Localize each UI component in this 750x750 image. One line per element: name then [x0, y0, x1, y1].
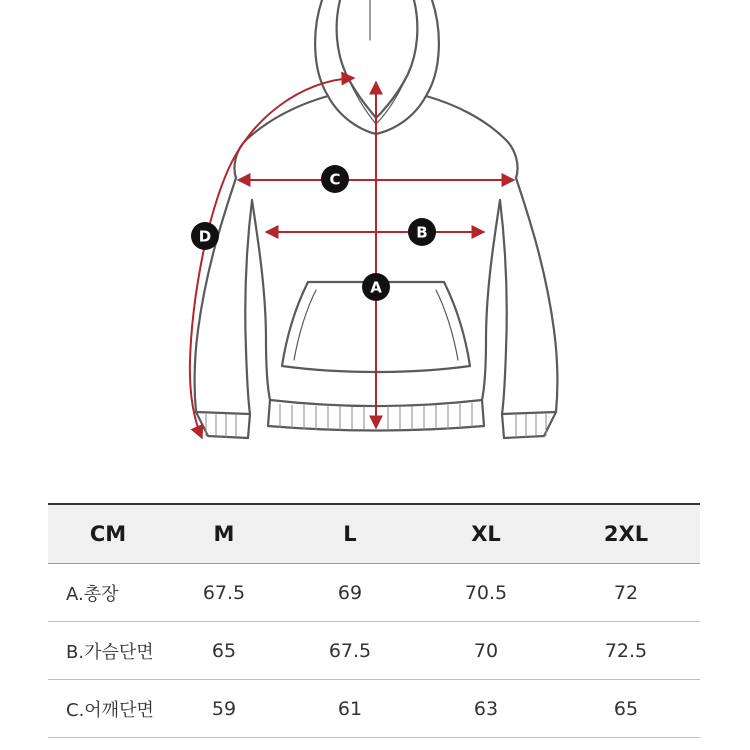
row-label: C.어깨단면	[48, 680, 168, 738]
row-label: A.총장	[48, 564, 168, 622]
table-cell: 70.5	[420, 564, 552, 622]
marker-d-label: D	[198, 227, 212, 246]
header-row	[48, 504, 700, 564]
header-size-2xl: 2XL	[552, 504, 700, 564]
header-unit: CM	[48, 504, 168, 564]
marker-b	[408, 218, 436, 246]
row-label: B.가슴단면	[48, 622, 168, 680]
marker-c	[321, 165, 349, 193]
table-row	[48, 622, 700, 680]
table-cell: 63	[420, 680, 552, 738]
table-cell: 59	[168, 680, 280, 738]
measure-line-d	[190, 78, 354, 438]
table-cell: 61	[280, 680, 420, 738]
table-cell: 72	[552, 564, 700, 622]
size-chart-table	[48, 503, 700, 738]
table-cell: 65	[552, 680, 700, 738]
marker-c-label: C	[329, 170, 341, 189]
header-size-xl: XL	[420, 504, 552, 564]
table-cell: 65	[168, 622, 280, 680]
marker-a	[362, 273, 390, 301]
measurement-lines	[190, 78, 514, 438]
table-cell: 67.5	[168, 564, 280, 622]
table-cell: 69	[280, 564, 420, 622]
header-size-m: M	[168, 504, 280, 564]
table-row	[48, 564, 700, 622]
table-row	[48, 680, 700, 738]
table-cell: 70	[420, 622, 552, 680]
header-size-l: L	[280, 504, 420, 564]
table-cell: 67.5	[280, 622, 420, 680]
marker-d	[191, 222, 219, 250]
marker-a-label: A	[370, 278, 382, 297]
marker-b-label: B	[416, 223, 428, 242]
table-cell: 72.5	[552, 622, 700, 680]
